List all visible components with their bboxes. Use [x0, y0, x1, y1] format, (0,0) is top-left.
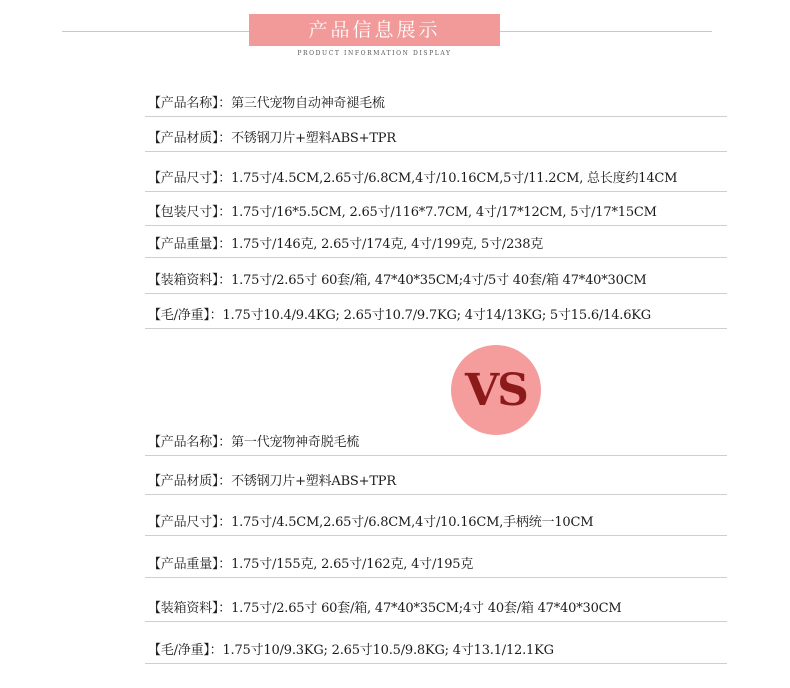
product-a-weight: 【产品重量】：1.75寸/146克, 2.65寸/174克, 4寸/199克, 5寸/238克 — [148, 237, 544, 252]
product-b-name-row — [145, 431, 727, 456]
product-a-weight-row — [145, 233, 727, 258]
product-a-size-row — [145, 167, 727, 192]
header-subtitle: PRODUCT INFORMATION DISPLAY — [297, 50, 452, 57]
product-a-carton-row — [145, 269, 727, 294]
header-title: 产品信息展示 — [249, 14, 500, 46]
product-b-gross-net-row — [145, 639, 727, 664]
vs-label: VS — [465, 365, 527, 416]
product-a-package-size: 【包装尺寸】：1.75寸/16*5.5CM, 2.65寸/116*7.7CM, 4寸/17*12CM, 5寸/17*15CM — [148, 205, 657, 220]
product-b-carton: 【装箱资料】：1.75寸/2.65寸 60套/箱, 47*40*35CM;4寸 40套/箱 47*40*30CM — [148, 601, 622, 616]
product-a-name: 【产品名称】：第三代宠物自动神奇褪毛梳 — [148, 96, 385, 111]
product-a-material: 【产品材质】：不锈钢刀片+塑料ABS+TPR — [148, 131, 396, 146]
product-b-size-row — [145, 511, 727, 536]
product-b-carton-row — [145, 597, 727, 622]
section-header — [0, 0, 790, 70]
product-b-material-row — [145, 470, 727, 495]
product-b-size: 【产品尺寸】：1.75寸/4.5CM,2.65寸/6.8CM,4寸/10.16CM,手柄统一10CM — [148, 515, 594, 530]
product-b-name: 【产品名称】：第一代宠物神奇脱毛梳 — [148, 435, 360, 450]
product-b-weight: 【产品重量】：1.75寸/155克, 2.65寸/162克, 4寸/195克 — [148, 557, 474, 572]
product-a-name-row — [145, 92, 727, 117]
product-a-material-row — [145, 127, 727, 152]
product-a-package-row — [145, 201, 727, 226]
product-b-material: 【产品材质】：不锈钢刀片+塑料ABS+TPR — [148, 474, 396, 489]
product-a-gross-net: 【毛/净重】：1.75寸10.4/9.4KG; 2.65寸10.7/9.7KG; 4寸14/13KG; 5寸15.6/14.6KG — [148, 308, 651, 323]
product-a-size: 【产品尺寸】：1.75寸/4.5CM,2.65寸/6.8CM,4寸/10.16CM,5寸/11.2CM, 总长度约14CM — [148, 171, 678, 186]
product-b-weight-row — [145, 553, 727, 578]
product-b-gross-net: 【毛/净重】：1.75寸10/9.3KG; 2.65寸10.5/9.8KG; 4寸13.1/12.1KG — [148, 643, 554, 658]
product-a-carton: 【装箱资料】：1.75寸/2.65寸 60套/箱, 47*40*35CM;4寸/5寸 40套/箱 47*40*30CM — [148, 273, 647, 288]
product-a-gross-net-row — [145, 304, 727, 329]
